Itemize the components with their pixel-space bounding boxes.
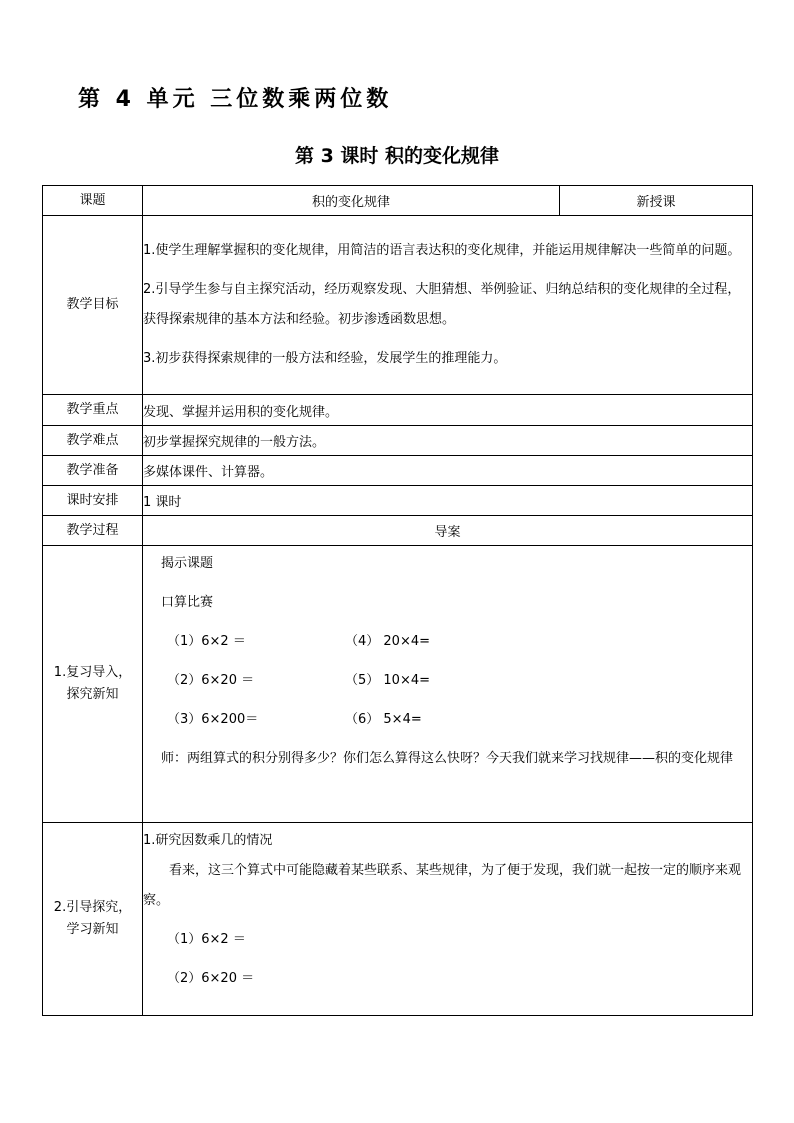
preparation-label: 教学准备 (43, 456, 143, 486)
key-point-row (43, 395, 753, 426)
exercise-5: （5） 10×4= (345, 673, 431, 688)
preparation-value: 多媒体课件、计算器。 (143, 456, 753, 486)
topic-row (43, 186, 753, 216)
preparation-row (43, 456, 753, 486)
topic-label: 课题 (43, 186, 143, 216)
process-row (43, 516, 753, 546)
section-1-subheading: 口算比赛 (161, 595, 214, 610)
objectives-label: 教学目标 (43, 216, 143, 395)
section-2-exercise-2: （2）6×20 ＝ (167, 971, 255, 986)
section-1-row (43, 546, 753, 823)
exercise-row-3 (143, 705, 752, 735)
process-label: 教学过程 (43, 516, 143, 546)
difficulty-value: 初步掌握探究规律的一般方法。 (143, 426, 753, 456)
exercise-2: （2）6×20 ＝ (167, 673, 255, 688)
section-2-exercise-1: （1）6×2 ＝ (167, 932, 246, 947)
key-point-value: 发现、掌握并运用积的变化规律。 (143, 395, 753, 426)
section-2-label-line1: 2.引导探究， (53, 900, 132, 915)
objective-3: 3.初步获得探索规律的一般方法和经验，发展学生的推理能力。 (143, 351, 507, 366)
teacher-text: 师：两组算式的积分别得多少？你们怎么算得这么快呀？今天我们就来学习找规律——积的变化规律 (161, 751, 734, 766)
lesson-title: 第 3 课时 积的变化规律 (294, 145, 500, 167)
difficulty-label: 教学难点 (43, 426, 143, 456)
exercise-row-1 (143, 627, 752, 657)
exercise-1: （1）6×2 ＝ (167, 634, 246, 649)
difficulty-row (43, 426, 753, 456)
unit-title: 第 4 单元 三位数乘两位数 (78, 87, 393, 112)
exercise-row-2 (143, 666, 752, 696)
schedule-row (43, 486, 753, 516)
objective-2: 2.引导学生参与自主探究活动，经历观察发现、大胆猜想、举例验证、归纳总结积的变化规律的全过程，获得探索规律的基本方法和经验。初步渗透函数思想。 (143, 282, 741, 327)
section-1-label-line2: 探究新知 (66, 687, 119, 702)
objectives-row (43, 216, 753, 395)
key-point-label: 教学重点 (43, 395, 143, 426)
guide-label: 导案 (143, 516, 753, 546)
topic-value: 积的变化规律 (143, 186, 560, 216)
schedule-label: 课时安排 (43, 486, 143, 516)
section-1-heading: 揭示课题 (161, 556, 214, 571)
objectives-cell (143, 216, 753, 395)
exercise-6: （6） 5×4= (345, 712, 422, 727)
section-2-label-line2: 学习新知 (66, 922, 119, 937)
section-2-heading: 1.研究因数乘几的情况 (143, 833, 273, 848)
section-1-label (43, 546, 143, 823)
section-2-paragraph: 看来，这三个算式中可能隐藏着某些联系、某些规律，为了便于发现，我们就一起按一定的顺序来观察。 (143, 863, 742, 908)
section-2-content (143, 823, 753, 1016)
lesson-type: 新授课 (560, 186, 753, 216)
section-1-label-line1: 1.复习导入， (53, 665, 132, 680)
section-2-row (43, 823, 753, 1016)
lesson-plan-table (42, 185, 753, 1016)
exercise-4: （4） 20×4= (345, 634, 431, 649)
exercise-3: （3）6×200＝ (167, 712, 259, 727)
section-1-content (143, 546, 753, 823)
objective-1: 1.使学生理解掌握积的变化规律，用简洁的语言表达积的变化规律，并能运用规律解决一些简单的问题。 (143, 243, 741, 258)
section-2-label (43, 823, 143, 1016)
schedule-value: 1 课时 (143, 486, 753, 516)
